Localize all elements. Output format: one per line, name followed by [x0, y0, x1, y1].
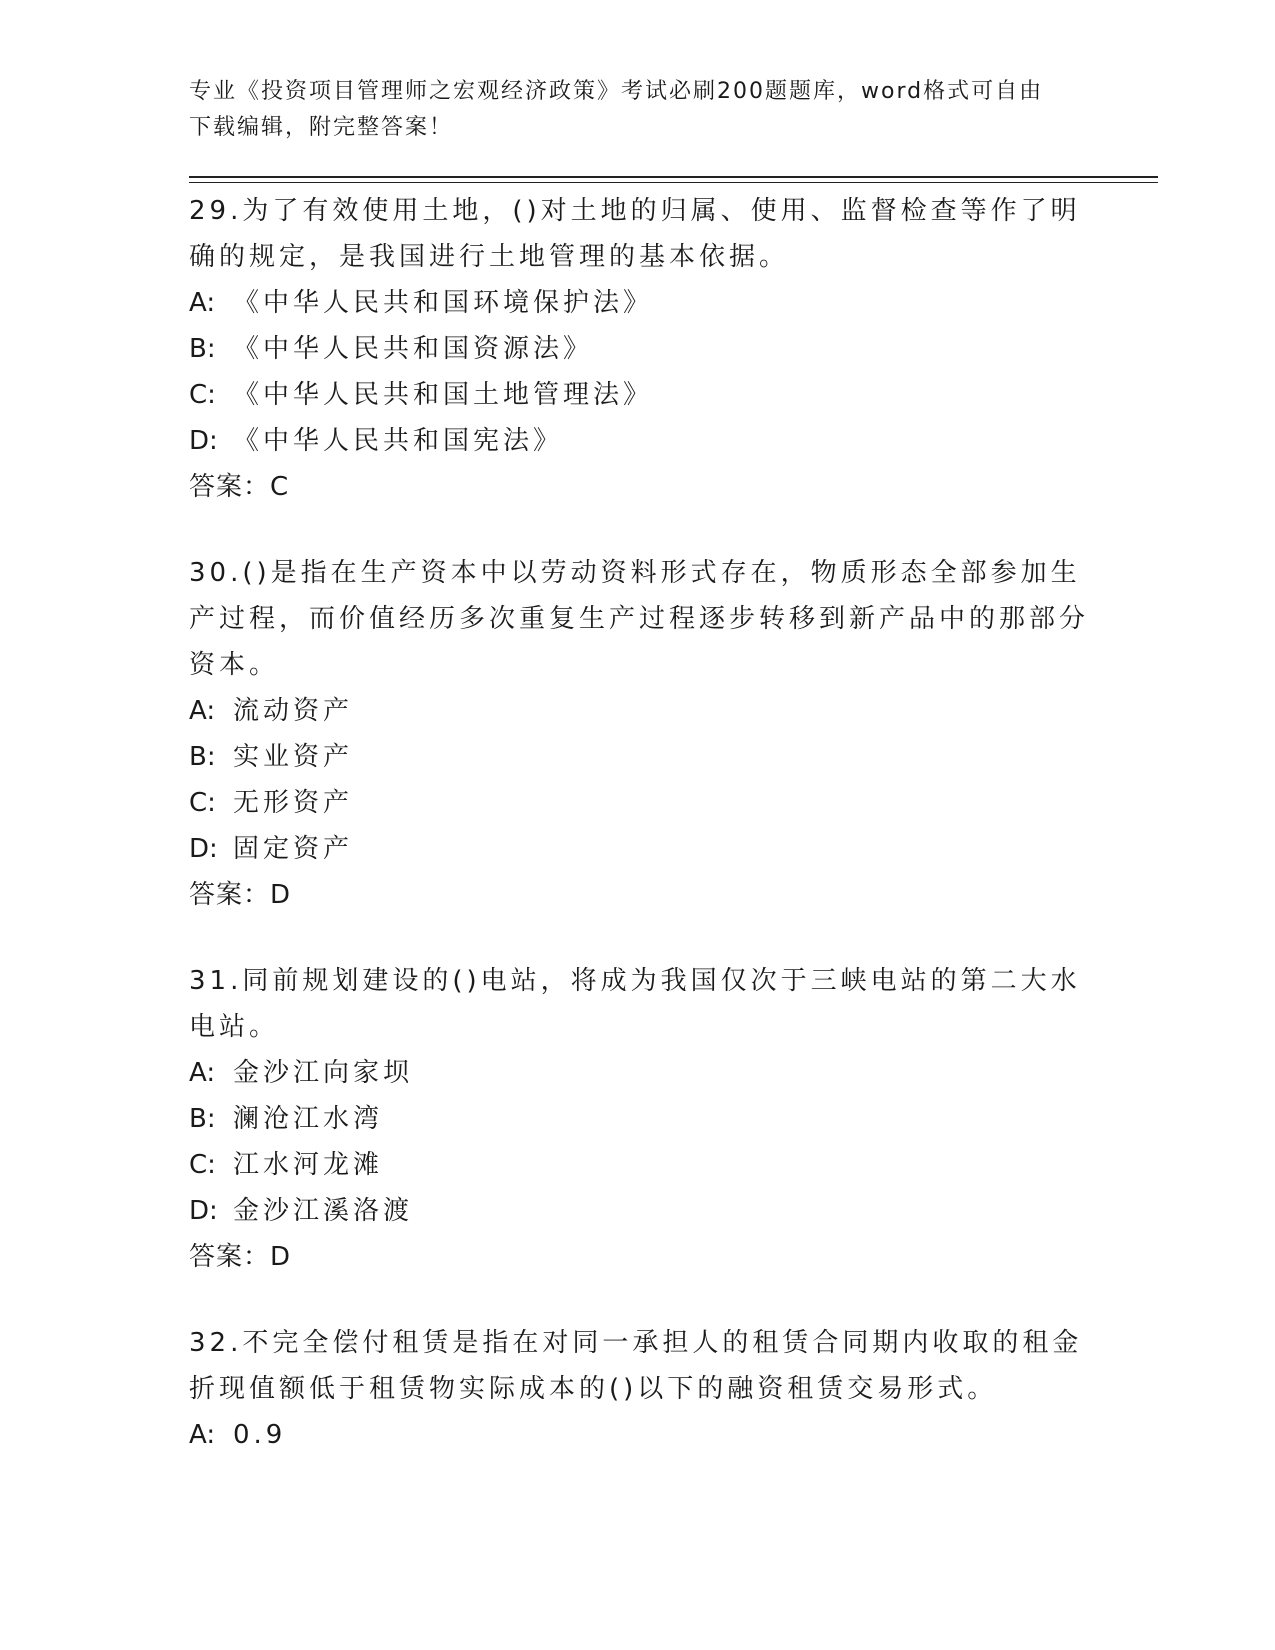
option-text: 《中华人民共和国宪法》 [233, 426, 564, 456]
option-b [189, 1096, 1089, 1142]
question-text: 30.()是指在生产资本中以劳动资料形式存在，物质形态全部参加生产过程，而价值经历多次重复生产过程逐步转移到新产品中的那部分资本。 [189, 558, 1090, 680]
option-a [189, 280, 1089, 326]
option-b [189, 734, 1089, 780]
option-key: A: [189, 696, 216, 726]
option-text: 金沙江溪洛渡 [233, 1196, 414, 1226]
option-a [189, 1050, 1089, 1096]
option-c [189, 372, 1089, 418]
header-divider-thin [189, 182, 1158, 183]
option-key: D: [189, 426, 218, 456]
question-29 [189, 188, 1089, 510]
header-line-1: 专业《投资项目管理师之宏观经济政策》考试必刷200题题库，word格式可自由 [189, 79, 1044, 104]
document-header [189, 74, 1069, 146]
option-text: 实业资产 [233, 742, 354, 772]
option-key: C: [189, 788, 216, 818]
answer: 答案：D [189, 1242, 292, 1272]
option-d [189, 418, 1089, 464]
option-a [189, 1412, 1089, 1458]
question-32 [189, 1320, 1089, 1458]
option-text: 0.9 [233, 1420, 287, 1450]
question-30 [189, 550, 1089, 918]
option-key: B: [189, 1104, 216, 1134]
option-key: D: [189, 1196, 218, 1226]
option-text: 《中华人民共和国环境保护法》 [233, 288, 654, 318]
option-a [189, 688, 1089, 734]
header-divider-thick [189, 176, 1158, 178]
question-text: 32.不完全偿付租赁是指在对同一承担人的租赁合同期内收取的租金折现值额低于租赁物实际成本的()以下的融资租赁交易形式。 [189, 1328, 1083, 1404]
option-text: 澜沧江水湾 [233, 1104, 384, 1134]
answer: 答案：C [189, 472, 290, 502]
option-key: A: [189, 1420, 216, 1450]
option-key: A: [189, 1058, 216, 1088]
question-31 [189, 958, 1089, 1280]
option-key: C: [189, 380, 216, 410]
header-line-2: 下载编辑，附完整答案！ [189, 115, 454, 140]
option-d [189, 1188, 1089, 1234]
option-key: C: [189, 1150, 216, 1180]
question-text: 31.同前规划建设的()电站，将成为我国仅次于三峡电站的第二大水电站。 [189, 966, 1081, 1042]
option-key: D: [189, 834, 218, 864]
question-list [189, 188, 1089, 1498]
answer: 答案：D [189, 880, 292, 910]
question-text: 29.为了有效使用土地，()对土地的归属、使用、监督检查等作了明确的规定，是我国进行土地管理的基本依据。 [189, 196, 1081, 272]
option-text: 固定资产 [233, 834, 354, 864]
option-text: 金沙江向家坝 [233, 1058, 414, 1088]
option-d [189, 826, 1089, 872]
option-text: 流动资产 [233, 696, 354, 726]
option-key: B: [189, 742, 216, 772]
option-key: B: [189, 334, 216, 364]
option-text: 无形资产 [233, 788, 354, 818]
option-c [189, 780, 1089, 826]
option-b [189, 326, 1089, 372]
option-text: 江水河龙滩 [233, 1150, 384, 1180]
option-key: A: [189, 288, 216, 318]
option-text: 《中华人民共和国资源法》 [233, 334, 594, 364]
option-text: 《中华人民共和国土地管理法》 [233, 380, 654, 410]
option-c [189, 1142, 1089, 1188]
